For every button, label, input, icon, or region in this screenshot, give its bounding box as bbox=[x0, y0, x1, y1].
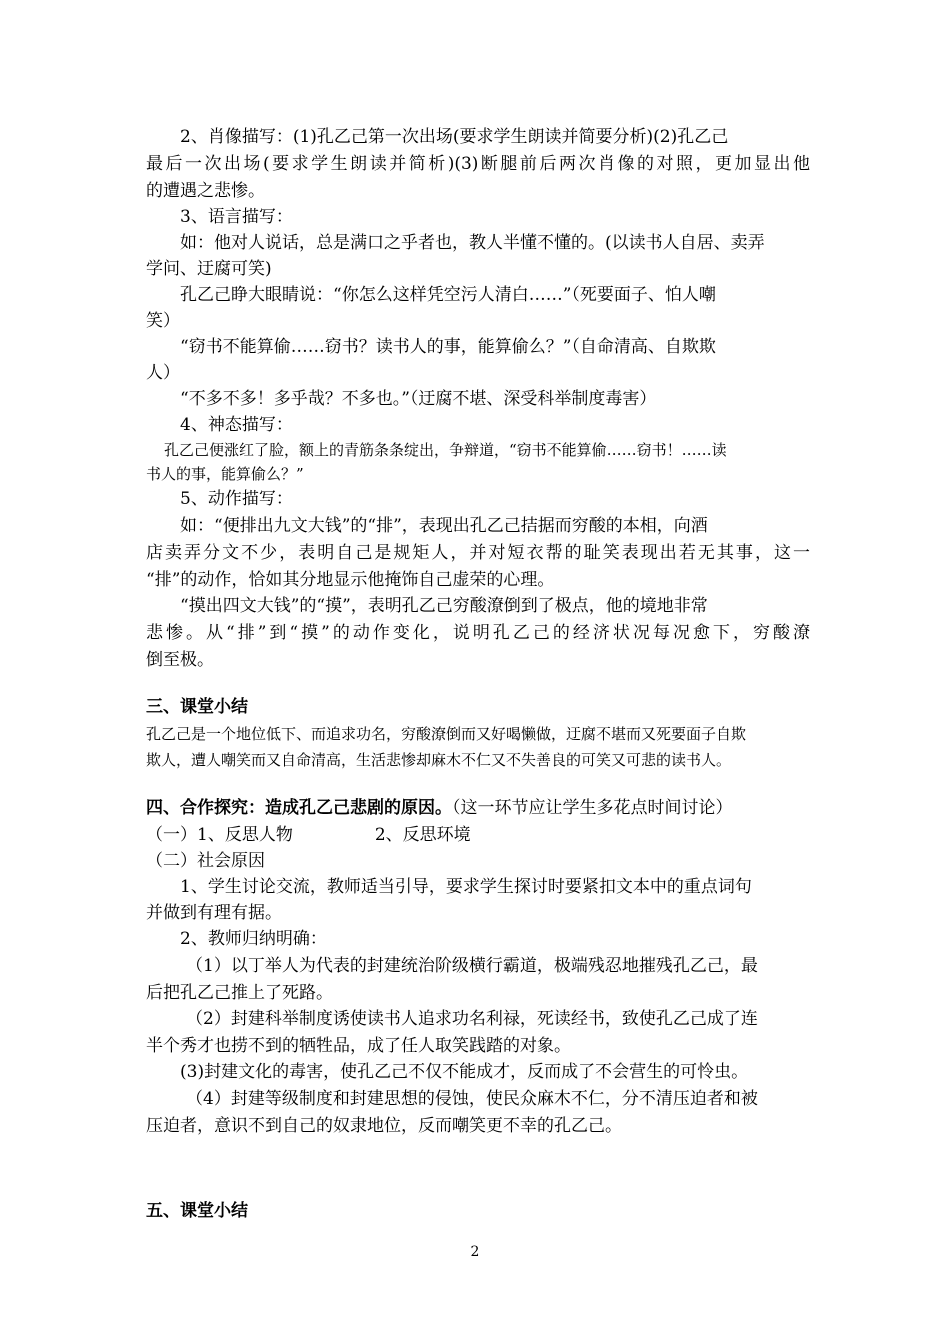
text-line: 学问、迂腐可笑) bbox=[146, 259, 272, 279]
heading-note: （这一环节应让学生多花点时间讨论） bbox=[452, 798, 733, 818]
text-line: （1）以丁举人为代表的封建统治阶级横行霸道，极端残忍地摧残孔乙己，最 bbox=[186, 956, 758, 976]
text-line: 倒至极。 bbox=[146, 650, 214, 670]
page-number: 2 bbox=[470, 1244, 480, 1260]
text-line: 如：他对人说话，总是满口之乎者也，教人半懂不懂的。(以读书人自居、卖弄 bbox=[180, 233, 765, 253]
text-line: 3、语言描写： bbox=[180, 207, 293, 227]
summary-line: 孔乙己是一个地位低下、而追求功名，穷酸潦倒而又好喝懒做，迂腐不堪而又死要面子自欺 bbox=[146, 725, 747, 743]
text-line: 2、教师归纳明确： bbox=[180, 929, 327, 949]
text-line: 的遭遇之悲惨。 bbox=[146, 181, 265, 201]
text-line: 后把孔乙己推上了死路。 bbox=[146, 983, 333, 1003]
text-line: “不多不多！多乎哉？不多也。”（迂腐不堪、深受科举制度毒害） bbox=[180, 389, 657, 409]
summary-line: 欺人，遭人嘲笑而又自命清高，生活悲惨却麻木不仁又不失善良的可笑又可悲的读书人。 bbox=[146, 751, 732, 769]
text-line: 人） bbox=[146, 363, 180, 383]
list-item: （二）社会原因 bbox=[146, 851, 265, 871]
text-line: 书人的事，能算偷么？” bbox=[146, 465, 304, 483]
text-line: 4、神态描写： bbox=[180, 415, 293, 435]
item-environment: 2、反思环境 bbox=[374, 825, 471, 845]
text-line: （4）封建等级制度和封建思想的侵蚀，使民众麻木不仁，分不清压迫者和被 bbox=[186, 1089, 758, 1109]
text-line: “摸出四文大钱”的“摸”，表明孔乙己穷酸潦倒到了极点，他的境地非常 bbox=[180, 596, 708, 616]
text-line: 如：“便排出九文大钱”的“排”，表现出孔乙己拮据而穷酸的本相，向酒 bbox=[180, 516, 708, 536]
text-line: 5、动作描写： bbox=[180, 489, 293, 509]
text-line: 店卖弄分文不少，表明自己是规矩人，并对短衣帮的耻笑表现出若无其事，这一 bbox=[146, 543, 810, 563]
list-item bbox=[146, 822, 810, 848]
text-line: （2）封建科举制度诱使读书人追求功名利禄，死读经书，致使孔乙己成了连 bbox=[186, 1009, 758, 1029]
text-line: (3)封建文化的毒害，使孔乙己不仅不能成才，反而成了不会营生的可怜虫。 bbox=[180, 1062, 749, 1082]
text-line: 笑） bbox=[146, 311, 180, 331]
text-line: 孔乙己便涨红了脸，额上的青筋条条绽出，争辩道，“窃书不能算偷……窃书！……读 bbox=[164, 441, 727, 459]
text-line: 孔乙己睁大眼睛说：“你怎么这样凭空污人清白……”（死要面子、怕人嘲 bbox=[180, 285, 716, 305]
text-line: “窃书不能算偷……窃书？读书人的事，能算偷么？”（自命清高、自欺欺 bbox=[180, 337, 716, 357]
section-heading-wrapup: 五、课堂小结 bbox=[146, 1201, 248, 1221]
section-heading-inquiry bbox=[146, 795, 810, 821]
text-line: “排”的动作，恰如其分地显示他掩饰自己虚荣的心理。 bbox=[146, 570, 555, 590]
text-line: 2、肖像描写：(1)孔乙己第一次出场(要求学生朗读并简要分析)(2)孔乙己 bbox=[180, 127, 729, 147]
text-line: 并做到有理有据。 bbox=[146, 903, 282, 923]
text-line: 最后一次出场(要求学生朗读并简析)(3)断腿前后两次肖像的对照，更加显出他 bbox=[146, 154, 810, 174]
text-line: 1、学生讨论交流，教师适当引导，要求学生探讨时要紧扣文本中的重点词句 bbox=[180, 877, 752, 897]
text-line: 半个秀才也捞不到的牺牲品，成了任人取笑践踏的对象。 bbox=[146, 1036, 571, 1056]
text-line: 压迫者，意识不到自己的奴隶地位，反而嘲笑更不幸的孔乙己。 bbox=[146, 1116, 622, 1136]
item-character: （一）1、反思人物 bbox=[146, 825, 293, 845]
text-line: 悲惨。从“排”到“摸”的动作变化，说明孔乙己的经济状况每况愈下，穷酸潦 bbox=[146, 623, 810, 643]
heading-text: 四、合作探究：造成孔乙己悲剧的原因。 bbox=[146, 798, 452, 818]
section-heading-summary: 三、课堂小结 bbox=[146, 697, 248, 717]
